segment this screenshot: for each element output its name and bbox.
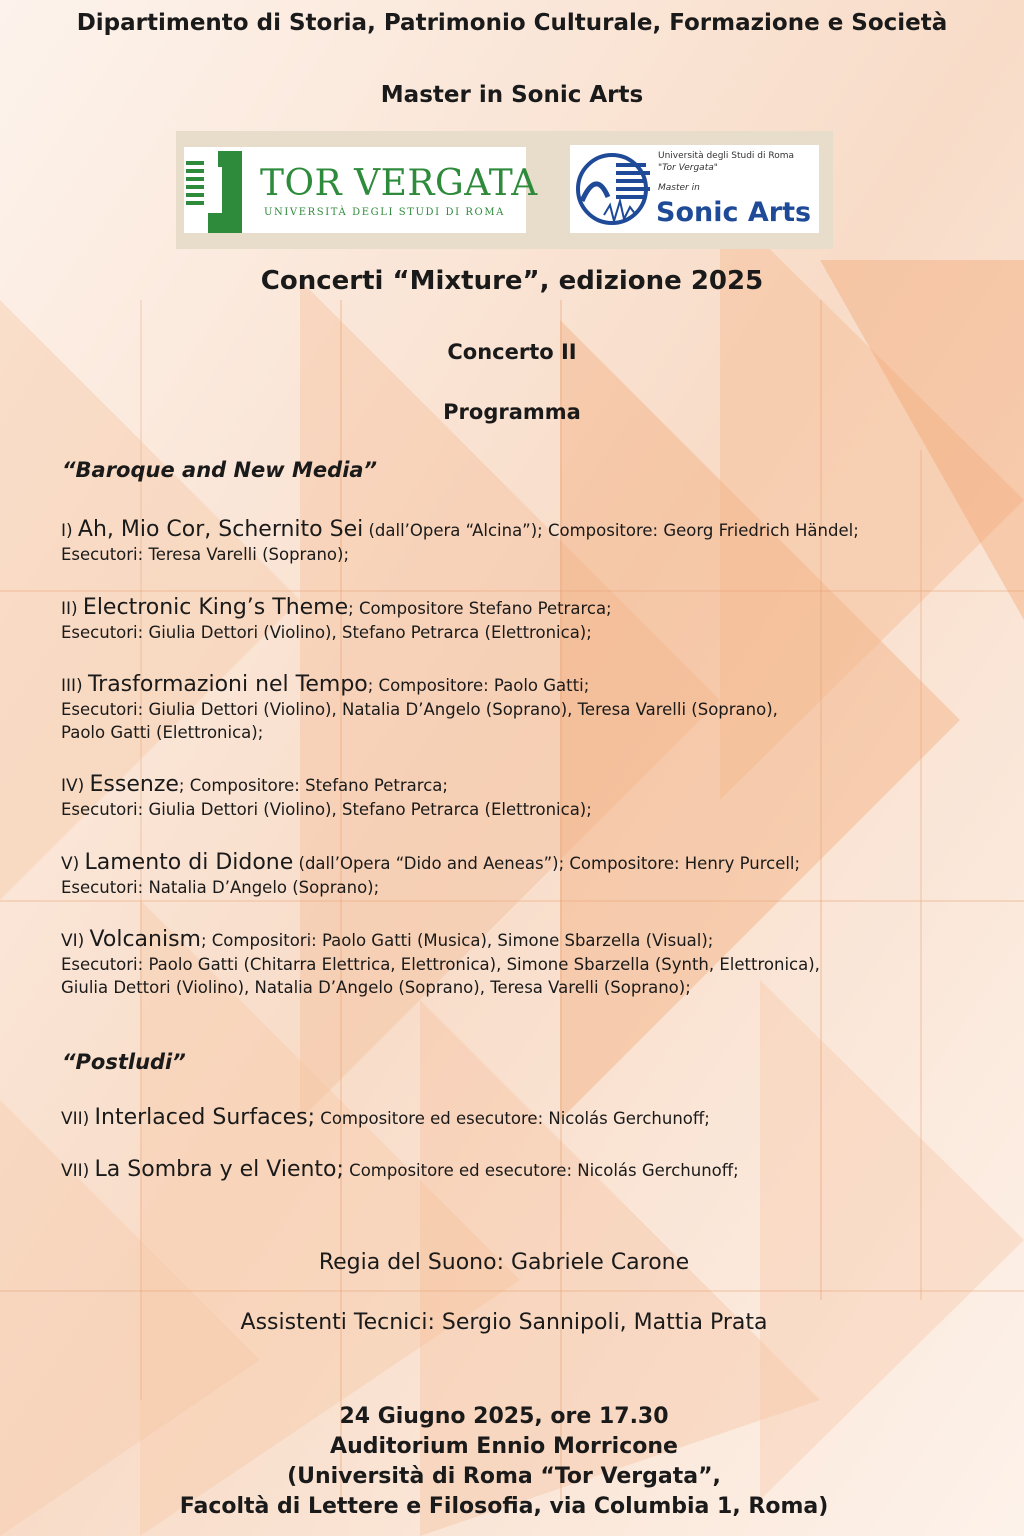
program-item (61, 1158, 1001, 1183)
program-item (61, 673, 1001, 744)
item-performers: Esecutori: Giulia Dettori (Violino), Stefano Petrarca (Elettronica); (61, 623, 592, 642)
item-performers: Esecutori: Paolo Gatti (Chitarra Elettrica, Elettronica), Simone Sbarzella (Synth, Elettronica), (61, 955, 820, 974)
item-number: IV) (61, 776, 85, 796)
concert-number: Concerto II (447, 340, 577, 364)
item-work-title: Electronic King’s Theme (82, 595, 349, 620)
item-details: (dall’Opera “Dido and Aeneas”); Compositore: Henry Purcell; (293, 854, 801, 873)
item-performers: Esecutori: Giulia Dettori (Violino), Natalia D’Angelo (Soprano), Teresa Varelli (Soprano), (61, 700, 778, 719)
program-item (61, 1106, 1001, 1131)
sonic-arts-tor-vergata-line: "Tor Vergata" (658, 163, 718, 173)
item-details: ; Compositori: Paolo Gatti (Musica), Simone Sbarzella (Visual); (200, 931, 714, 950)
item-number: VII) (61, 1161, 90, 1181)
item-performers: Esecutori: Giulia Dettori (Violino), Stefano Petrarca (Elettronica); (61, 800, 592, 819)
item-work-title: Essenze (89, 772, 179, 797)
item-work-title: La Sombra y el Viento; (94, 1157, 344, 1182)
item-number: VI) (61, 931, 85, 951)
venue-address: Facoltà di Lettere e Filosofia, via Columbia 1, Roma) (179, 1494, 829, 1519)
program-item (61, 596, 1001, 644)
tor-vergata-subtitle: UNIVERSITÀ DEGLI STUDI DI ROMA (264, 207, 506, 218)
item-work-title: Ah, Mio Cor, Schernito Sei (77, 517, 364, 542)
item-number: III) (61, 676, 83, 696)
tor-vergata-logo (184, 147, 538, 233)
tor-vergata-name: TOR VERGATA (260, 163, 538, 204)
item-details: ; Compositore: Stefano Petrarca; (178, 776, 448, 795)
item-work-title: Lamento di Didone (84, 850, 294, 875)
item-details: (dall’Opera “Alcina”); Compositore: Georg Friedrich Händel; (363, 521, 859, 540)
item-number: I) (61, 521, 73, 541)
program-item (61, 773, 1001, 821)
sound-direction-credit: Regia del Suono: Gabriele Carone (318, 1250, 690, 1275)
venue-hall: Auditorium Ennio Morricone (330, 1434, 678, 1459)
item-details: ; Compositore Stefano Petrarca; (348, 599, 612, 618)
sonic-arts-logo (570, 145, 819, 233)
program-item (61, 851, 1001, 899)
section-title: “Postludi” (62, 1050, 186, 1074)
item-number: VII) (61, 1109, 90, 1129)
tor-vergata-emblem-icon (184, 147, 246, 233)
venue-university: (Università di Roma “Tor Vergata”, (287, 1464, 721, 1489)
item-details: Compositore ed esecutore: Nicolás Gerchunoff; (315, 1109, 710, 1128)
section-title: “Baroque and New Media” (62, 458, 378, 482)
sonic-arts-emblem-icon (574, 149, 654, 229)
item-work-title: Volcanism (89, 927, 201, 952)
sonic-arts-master-line: Master in (658, 183, 700, 193)
item-performers: Esecutori: Teresa Varelli (Soprano); (61, 545, 350, 564)
master-heading: Master in Sonic Arts (380, 82, 644, 108)
item-performers-continued: Giulia Dettori (Violino), Natalia D’Angelo (Soprano), Teresa Varelli (Soprano); (61, 978, 691, 997)
item-performers-continued: Paolo Gatti (Elettronica); (61, 723, 264, 742)
item-performers: Esecutori: Natalia D’Angelo (Soprano); (61, 878, 380, 897)
department-heading: Dipartimento di Storia, Patrimonio Culturale, Formazione e Società (76, 10, 948, 36)
sonic-arts-name: Sonic Arts (656, 197, 812, 228)
item-details: ; Compositore: Paolo Gatti; (367, 676, 590, 695)
technical-assistants-credit: Assistenti Tecnici: Sergio Sannipoli, Mattia Prata (240, 1310, 768, 1335)
item-work-title: Trasformazioni nel Tempo (87, 672, 368, 697)
program-heading: Programma (443, 400, 581, 424)
item-number: II) (61, 599, 78, 619)
sonic-arts-university-line: Università degli Studi di Roma (658, 151, 795, 161)
event-title: Concerti “Mixture”, edizione 2025 (260, 266, 764, 296)
logo-banner (176, 131, 833, 249)
item-details: Compositore ed esecutore: Nicolás Gerchunoff; (343, 1161, 739, 1180)
program-item (61, 928, 1001, 999)
item-work-title: Interlaced Surfaces; (94, 1105, 316, 1130)
program-item (61, 518, 1001, 566)
event-date: 24 Giugno 2025, ore 17.30 (339, 1404, 669, 1429)
item-number: V) (61, 854, 80, 874)
